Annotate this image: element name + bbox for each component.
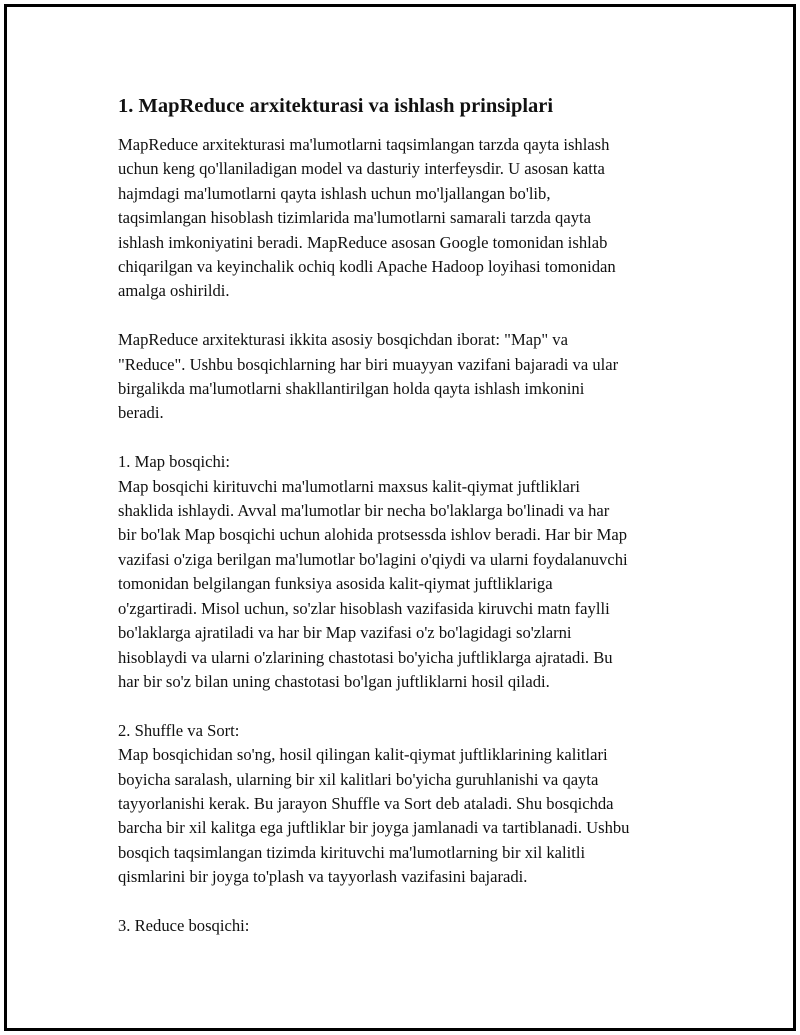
text-line: 2. Shuffle va Sort:: [118, 720, 240, 740]
text-line: tomonidan belgilangan funksiya asosida kalit-qiymat juftliklariga: [118, 574, 553, 594]
paragraph: [118, 328, 698, 426]
paragraph: [118, 914, 698, 938]
text-line: birgalikda ma'lumotlarni shakllantirilgan holda qayta ishlash imkonini: [118, 379, 585, 399]
paragraph: [118, 133, 698, 304]
text-line: taqsimlangan hisoblash tizimlarida ma'lumotlarni samarali tarzda qayta: [118, 208, 591, 228]
document-heading: 1. MapReduce arxitekturasi va ishlash prinsiplari: [118, 95, 554, 117]
text-line: shaklida ishlaydi. Avval ma'lumotlar bir necha bo'laklarga bo'linadi va har: [118, 501, 610, 521]
text-line: bosqich taqsimlangan tizimda kirituvchi ma'lumotlarning bir xil kalitli: [118, 842, 586, 862]
text-line: Map bosqichidan so'ng, hosil qilingan kalit-qiymat juftliklarining kalitlari: [118, 745, 608, 765]
text-line: boyicha saralash, ularning bir xil kalitlari bo'yicha guruhlanishi va qayta: [118, 769, 599, 789]
text-line: ishlash imkoniyatini beradi. MapReduce asosan Google tomonidan ishlab: [118, 232, 608, 252]
text-line: barcha bir xil kalitga ega juftliklar bir joyga jamlanadi va tartiblanadi. Ushbu: [118, 818, 630, 838]
text-line: bo'laklarga ajratiladi va har bir Map vazifasi o'z bo'lagidagi so'zlarni: [118, 623, 572, 643]
paragraph: [118, 450, 698, 694]
text-line: "Reduce". Ushbu bosqichlarning har biri muayyan vazifani bajaradi va ular: [118, 354, 619, 374]
text-line: har bir so'z bilan uning chastotasi bo'lgan juftliklarni hosil qiladi.: [118, 671, 550, 691]
text-line: bir bo'lak Map bosqichi uchun alohida protsessda ishlov beradi. Har bir Map: [118, 525, 627, 545]
text-line: amalga oshirildi.: [118, 281, 230, 301]
text-line: chiqarilgan va keyinchalik ochiq kodli Apache Hadoop loyihasi tomonidan: [118, 257, 616, 277]
text-line: qismlarini bir joyga to'plash va tayyorlash vazifasini bajaradi.: [118, 867, 528, 887]
text-line: beradi.: [118, 403, 164, 423]
text-line: hisoblaydi va ularni o'zlarining chastotasi bo'yicha juftliklarga ajratadi. Bu: [118, 647, 613, 667]
text-line: 3. Reduce bosqichi:: [118, 915, 250, 935]
text-line: o'zgartiradi. Misol uchun, so'zlar hisoblash vazifasida kiruvchi matn faylli: [118, 598, 610, 618]
text-line: 1. Map bosqichi:: [118, 452, 230, 472]
paragraph: [118, 719, 698, 890]
text-line: MapReduce arxitekturasi ma'lumotlarni taqsimlangan tarzda qayta ishlash: [118, 135, 610, 154]
text-line: tayyorlanishi kerak. Bu jarayon Shuffle va Sort deb ataladi. Shu bosqichda: [118, 793, 614, 813]
text-line: hajmdagi ma'lumotlarni qayta ishlash uchun mo'ljallangan bo'lib,: [118, 183, 551, 203]
document-body: [118, 92, 698, 963]
text-line: MapReduce arxitekturasi ikkita asosiy bosqichdan iborat: "Map" va: [118, 330, 568, 350]
text-line: uchun keng qo'llaniladigan model va dasturiy interfeysdir. U asosan katta: [118, 159, 605, 179]
paragraph-list: [118, 133, 698, 938]
text-line: Map bosqichi kirituvchi ma'lumotlarni maxsus kalit-qiymat juftliklari: [118, 476, 581, 496]
text-line: vazifasi o'ziga berilgan ma'lumotlar bo'lagini o'qiydi va ularni foydalanuvchi: [118, 549, 628, 569]
